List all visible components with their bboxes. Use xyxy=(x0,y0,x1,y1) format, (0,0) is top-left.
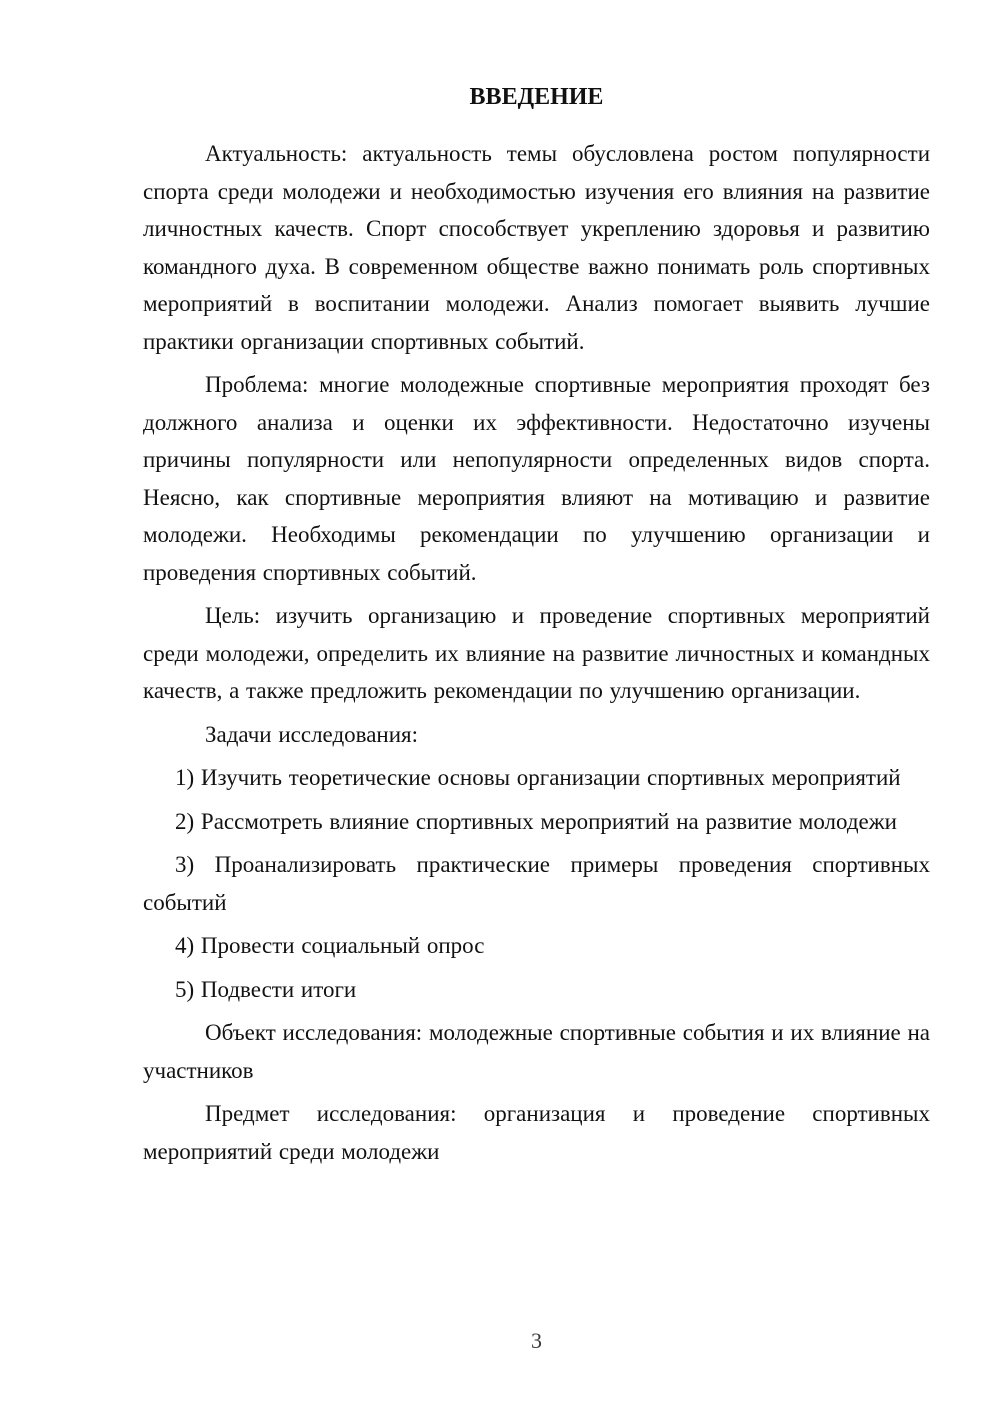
paragraph-tasks-heading: Задачи исследования: xyxy=(205,721,419,747)
paragraph-research-subject: Предмет исследования: организация и проведение спортивных мероприятий среди молодежи xyxy=(143,1101,930,1164)
paragraph-research-object: Объект исследования: молодежные спортивные события и их влияние на участников xyxy=(143,1020,930,1083)
task-item-5: 5) Подвести итоги xyxy=(175,976,357,1002)
page-number: 3 xyxy=(531,1328,542,1353)
task-item-4: 4) Провести социальный опрос xyxy=(175,933,485,958)
task-item-3: 3) Проанализировать практические примеры проведения спортивных событий xyxy=(143,852,930,915)
paragraph-relevance: Актуальность: актуальность темы обусловлена ростом популярности спорта среди молодежи и необходимостью изучения его влияния на развитие личностных качеств. Спорт способствует укреплению здоровья и развитию командного духа. В современном обществе важно понимать роль спортивных мероприятий в воспитании молодежи. Анализ помогает выявить лучшие практики организации спортивных событий. xyxy=(143,141,930,354)
paragraph-goal: Цель: изучить организацию и проведение спортивных мероприятий среди молодежи, определить их влияние на развитие личностных и командных качеств, а также предложить рекомендации по улучшению организации. xyxy=(143,603,930,703)
page-title: ВВЕДЕНИЕ xyxy=(469,84,604,110)
document-content xyxy=(143,84,930,1176)
task-item-1: 1) Изучить теоретические основы организации спортивных мероприятий xyxy=(175,765,901,790)
paragraph-problem: Проблема: многие молодежные спортивные мероприятия проходят без должного анализа и оценки их эффективности. Недостаточно изучены причины популярности или непопулярности определенных видов спорта. Неясно, как спортивные мероприятия влияют на мотивацию и развитие молодежи. Необходимы рекомендации по улучшению организации и проведения спортивных событий. xyxy=(143,372,930,585)
task-item-2: 2) Рассмотреть влияние спортивных мероприятий на развитие молодежи xyxy=(175,808,897,834)
